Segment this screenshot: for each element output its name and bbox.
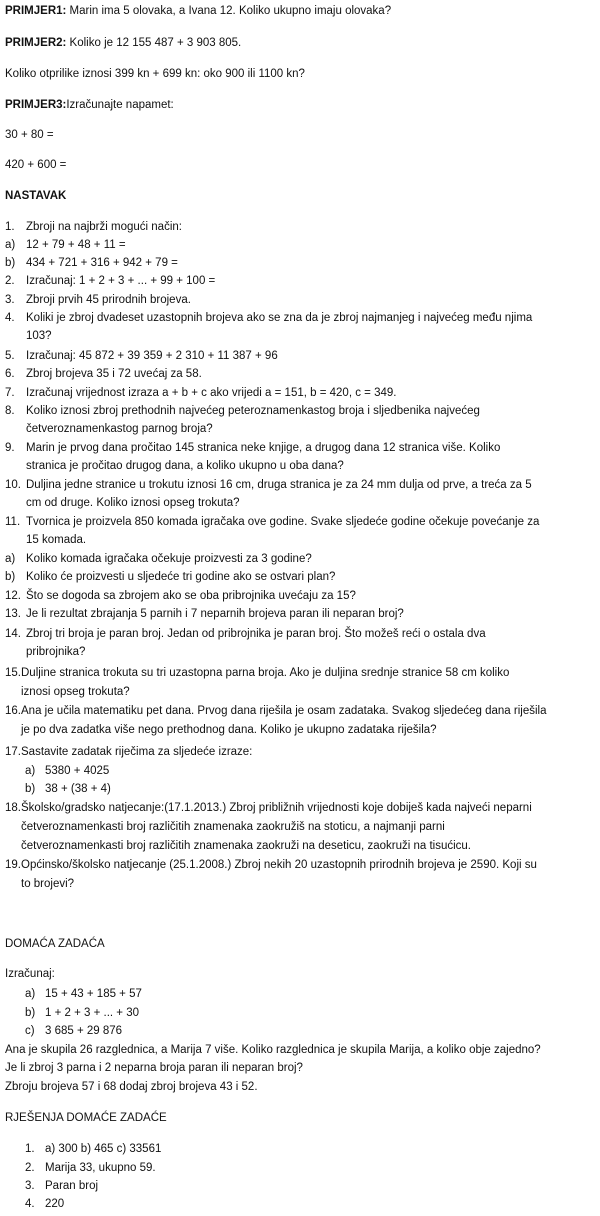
task-line [5,877,74,891]
task-line [5,685,130,699]
task-text: četveroznamenkasti broj različitih znamenaka zaokružiš na stoticu, a najmanji parni [21,821,445,833]
task-number: 16. [5,705,21,717]
task-line [5,607,404,621]
task-text: Općinsko/školsko natjecanje (25.1.2008.) Zbroj nekih 20 uzastopnih prirodnih brojeva je 2590. Koji su [21,859,537,871]
solution-item [25,1197,64,1211]
example-2 [5,36,241,50]
homework-item [25,1006,139,1020]
example-1 [5,4,391,18]
task-line [5,589,356,603]
task-number: 2. [5,275,15,287]
task-line [5,704,546,718]
task-text: cm od druge. Koliko iznosi opseg trokuta? [26,497,240,509]
task-number: 7. [5,387,15,399]
homework-intro: Izračunaj: [5,968,55,980]
task-line [5,627,486,641]
task-number: 8. [5,405,15,417]
task-text: Marin je prvog dana pročitao 145 stranica neke knjige, a drugog dana 12 stranica više. Koliko [26,442,501,454]
task-number: 11. [5,516,21,528]
solution-item [25,1179,98,1193]
homework-item-text: 1 + 2 + 3 + ... + 30 [45,1007,139,1019]
solution-text: 220 [45,1198,65,1210]
task-line [5,820,445,834]
task-number: a) [5,553,16,565]
task-text: Školsko/gradsko natjecanje:(17.1.2013.) Zbroj približnih vrijednosti koje dobiješ kada najveći neparni [21,802,532,814]
task-text: Sastavite zadatak riječima za sljedeće izraze: [21,746,253,758]
homework-question-1: Ana je skupila 26 razglednica, a Marija 7 više. Koliko razglednica je skupila Marija, a koliko obje zajedno? [5,1044,541,1056]
solution-number: 4. [25,1198,35,1210]
homework-question-3: Zbroju brojeva 57 i 68 dodaj zbroj brojeva 43 i 52. [5,1081,258,1093]
task-line [5,404,480,418]
solution-item [25,1142,161,1156]
task-text: Zbroji na najbrži mogući način: [26,221,182,233]
task-line [5,570,335,584]
solution-text: Marija 33, ukupno 59. [45,1162,156,1174]
homework-item-text: 3 685 + 29 876 [45,1025,123,1037]
task-line [5,386,396,400]
task-line [25,782,111,796]
task-text: 12 + 79 + 48 + 11 = [26,239,126,251]
task-text: to brojevi? [21,878,75,890]
task-line [5,293,191,307]
task-text: Tvornica je proizvela 850 komada igračaka ove godine. Svake sljedeće godine očekuje povećanje za [26,516,540,528]
task-line [5,349,278,363]
example-3-label: PRIMJER3: [5,99,67,111]
solution-number: 2. [25,1162,35,1174]
task-line [5,220,182,234]
task-number: 19. [5,859,21,871]
solution-item [25,1161,156,1175]
task-line [5,256,178,270]
task-number: 17. [5,746,21,758]
solutions-title: RJEŠENJA DOMAĆE ZADAĆE [5,1112,167,1124]
task-line [5,274,215,288]
task-text: Koliki je zbroj dvadeset uzastopnih brojeva ako se zna da je zbroj najmanjeg i najvećeg među njima [26,312,533,324]
task-number: 6. [5,368,15,380]
task-number: a) [25,765,36,777]
task-number: 4. [5,312,15,324]
task-number: 12. [5,590,21,602]
example-3 [5,98,174,112]
homework-item-text: 15 + 43 + 185 + 57 [45,988,142,1000]
homework-question-2: Je li zbroj 3 parna i 2 neparna broja paran ili neparan broj? [5,1062,303,1074]
example-2-label: PRIMJER2: [5,37,67,49]
solution-number: 3. [25,1180,35,1192]
task-text: Koliko iznosi zbroj prethodnih najvećeg peteroznamenkastog broja i sljedbenika najvećeg [26,405,480,417]
task-line [5,441,500,455]
solution-number: 1. [25,1143,35,1155]
task-number: 13. [5,608,21,620]
mental-calc-1: 30 + 80 = [5,129,54,141]
task-line [5,459,344,473]
task-text: stranica je pročitao drugog dana, a koliko ukupno u oba dana? [26,460,344,472]
task-text: Duljine stranica trokuta su tri uzastopna parna broja. Ako je duljina srednje stranice 58 cm koliko [21,667,510,679]
task-text: Što se dogoda sa zbrojem ako se oba pribrojnika uvećaju za 15? [26,590,356,602]
task-text: pribrojnika? [26,646,86,658]
task-text: Je li rezultat zbrajanja 5 parnih i 7 neparnih brojeva paran ili neparan broj? [26,608,404,620]
section-title: NASTAVAK [5,190,67,202]
task-line [5,645,85,659]
task-line [5,515,539,529]
homework-item-letter: a) [25,988,36,1000]
task-number: 15. [5,667,21,679]
task-text: četveroznamenkasti broj različitih znamenaka zaokruži na deseticu, zaokruži na tisućicu. [21,840,471,852]
homework-item [25,1024,122,1038]
task-number: b) [5,257,16,269]
task-line [5,533,86,547]
task-text: 15 komada. [26,534,87,546]
homework-title: DOMAĆA ZADAĆA [5,938,105,950]
task-number: b) [5,571,16,583]
task-number: a) [5,239,16,251]
task-number: 18. [5,802,21,814]
homework-item-letter: c) [25,1025,35,1037]
task-text: Koliko će proizvesti u sljedeće tri godine ako se ostvari plan? [26,571,336,583]
homework-item [25,987,142,1001]
task-line [5,496,240,510]
task-text: Zbroj tri broja je paran broj. Jedan od pribrojnika je paran broj. Što možeš reći o ostala dva [26,628,486,640]
task-text: četveroznamenkastog parnog broja? [26,423,213,435]
task-number: 3. [5,294,15,306]
task-line [5,552,312,566]
solution-text: a) 300 b) 465 c) 33561 [45,1143,162,1155]
task-text: Izračunaj vrijednost izraza a + b + c ako vrijedi a = 151, b = 420, c = 349. [26,387,397,399]
task-text: Duljina jedne stranice u trokutu iznosi 16 cm, druga stranica je za 24 mm dulja od prve, a treća za 5 [26,479,532,491]
mental-calc-2: 420 + 600 = [5,159,67,171]
task-line [5,238,126,252]
task-text: 38 + (38 + 4) [45,783,111,795]
task-line [5,858,537,872]
task-text: Koliko komada igračaka očekuje proizvesti za 3 godine? [26,553,312,565]
homework-item-letter: b) [25,1007,36,1019]
task-line [5,422,213,436]
task-text: iznosi opseg trokuta? [21,686,130,698]
example-3-text: Izračunajte napamet: [66,99,174,111]
task-text: Zbroj brojeva 35 i 72 uvećaj za 58. [26,368,202,380]
task-number: 10. [5,479,21,491]
solution-text: Paran broj [45,1180,99,1192]
task-text: je po dva zadatka više nego prethodnog dana. Koliko je ukupno zadataka riješila? [21,724,437,736]
task-line [5,723,437,737]
task-line [5,478,532,492]
task-line [5,329,52,343]
task-line [5,367,202,381]
task-line [5,666,509,680]
task-number: 1. [5,221,15,233]
example-2-text: Koliko je 12 155 487 + 3 903 805. [66,37,242,49]
task-number: b) [25,783,36,795]
task-number: 5. [5,350,15,362]
task-text: Izračunaj: 45 872 + 39 359 + 2 310 + 11 387 + 96 [26,350,278,362]
task-text: Izračunaj: 1 + 2 + 3 + ... + 99 + 100 = [26,275,216,287]
task-text: 434 + 721 + 316 + 942 + 79 = [26,257,178,269]
example-1-label: PRIMJER1: [5,5,67,17]
estimate-question: Koliko otprilike iznosi 399 kn + 699 kn: oko 900 ili 1100 kn? [5,68,305,80]
task-number: 14. [5,628,21,640]
task-text: 103? [26,330,52,342]
task-text: Zbroji prvih 45 prirodnih brojeva. [26,294,191,306]
task-text: 5380 + 4025 [45,765,110,777]
example-1-text: Marin ima 5 olovaka, a Ivana 12. Koliko ukupno imaju olovaka? [66,5,392,17]
task-text: Ana je učila matematiku pet dana. Prvog dana riješila je osam zadataka. Svakog sljedećeg dana riješila [21,705,547,717]
task-number: 9. [5,442,15,454]
task-line [5,311,532,325]
task-line [25,764,109,778]
task-line [5,839,471,853]
task-line [5,745,252,759]
task-line [5,801,532,815]
